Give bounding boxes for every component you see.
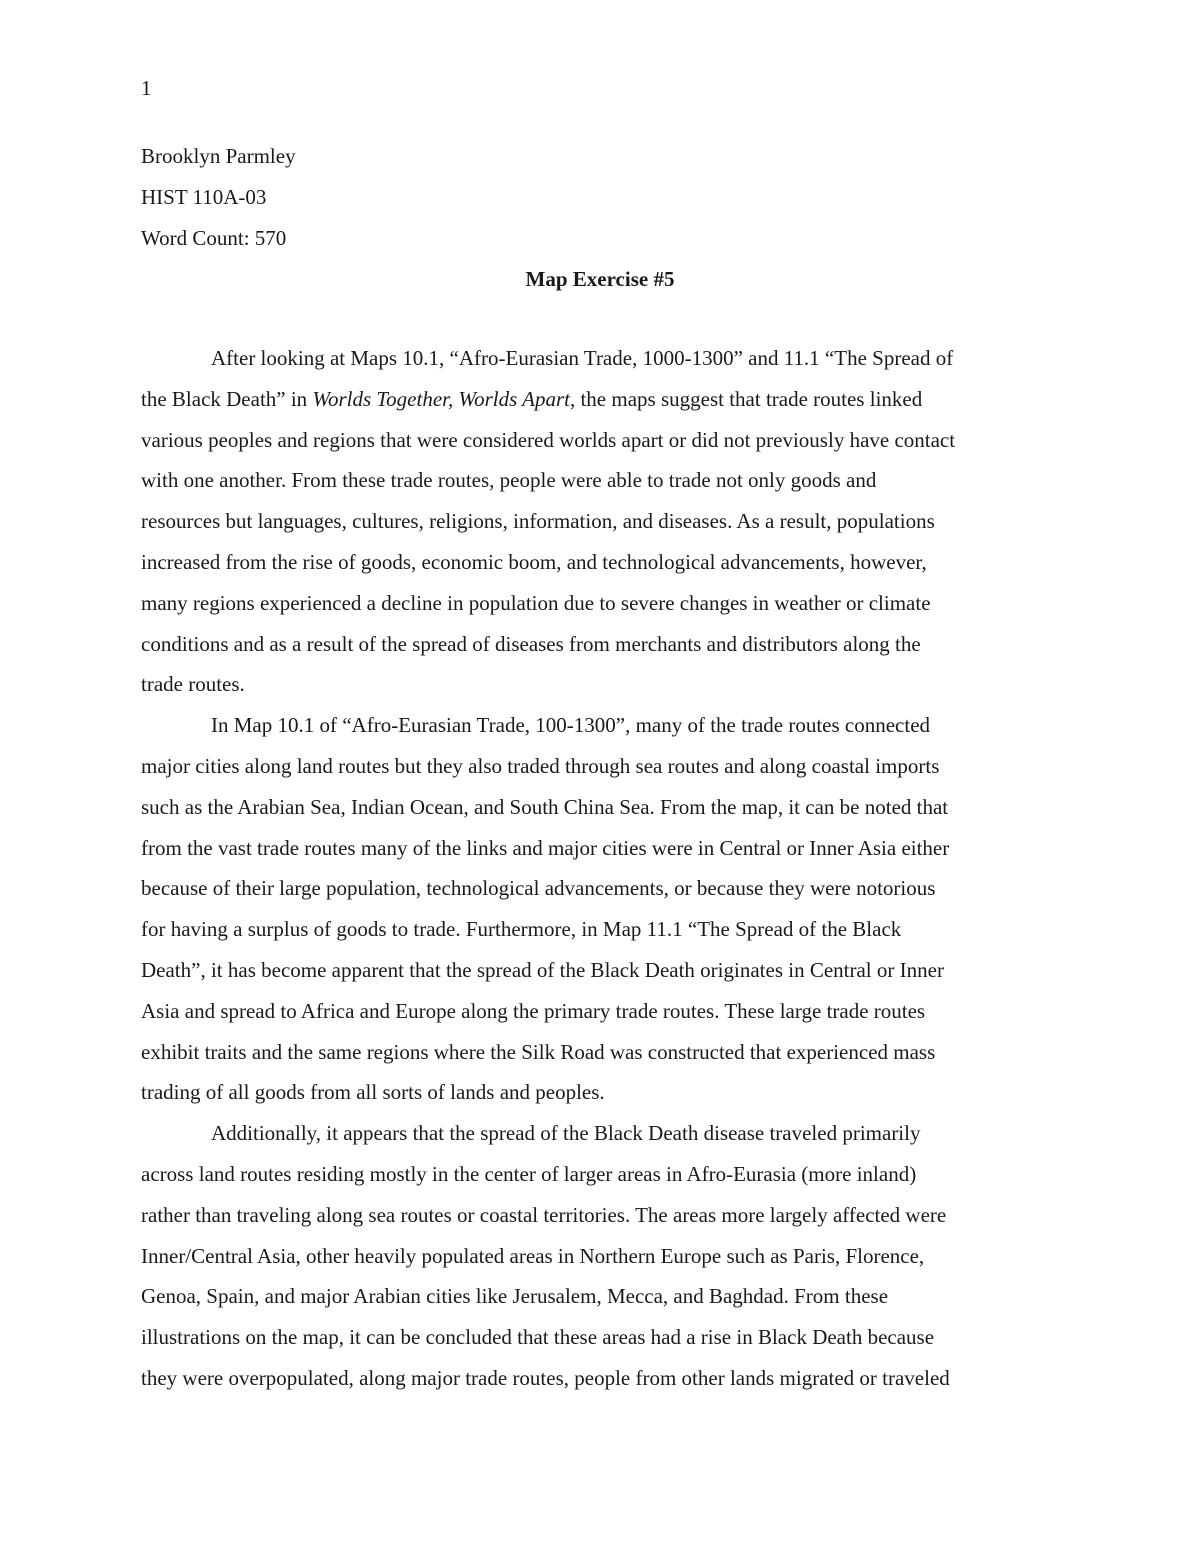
- document-title: Map Exercise #5: [525, 267, 675, 291]
- text-line: Death”, it has become apparent that the spread of the Black Death originates in Central or Inner: [141, 957, 944, 982]
- text-line: for having a surplus of goods to trade. Furthermore, in Map 11.1 “The Spread of the Black: [141, 917, 902, 942]
- text-segment: the Black Death” in: [141, 386, 313, 411]
- text-line: Inner/Central Asia, other heavily populated areas in Northern Europe such as Paris, Florence,: [141, 1243, 925, 1268]
- body-paragraph: [141, 338, 1059, 705]
- text-line: Additionally, it appears that the spread of the Black Death disease traveled primarily: [211, 1121, 921, 1146]
- book-title: Worlds Together, Worlds Apart: [312, 386, 570, 411]
- page-number: 1: [141, 76, 152, 100]
- text-line: trading of all goods from all sorts of lands and peoples.: [141, 1080, 605, 1105]
- document-body: [141, 338, 1059, 1399]
- body-paragraph: [141, 705, 1059, 1113]
- text-line: major cities along land routes but they also traded through sea routes and along coastal imports: [141, 753, 940, 778]
- text-line: Asia and spread to Africa and Europe along the primary trade routes. These large trade routes: [141, 998, 926, 1023]
- text-line: resources but languages, cultures, religions, information, and diseases. As a result, populations: [141, 509, 935, 534]
- text-line: such as the Arabian Sea, Indian Ocean, and South China Sea. From the map, it can be noted that: [141, 794, 949, 819]
- text-line: Genoa, Spain, and major Arabian cities like Jerusalem, Mecca, and Baghdad. From these: [141, 1284, 889, 1309]
- text-line: with one another. From these trade routes, people were able to trade not only goods and: [141, 468, 877, 493]
- text-line: trade routes.: [141, 672, 245, 697]
- text-line: [141, 379, 1059, 420]
- text-line: because of their large population, technological advancements, or because they were notorious: [141, 876, 936, 901]
- text-line: exhibit traits and the same regions where the Silk Road was constructed that experienced mass: [141, 1039, 936, 1064]
- text-line: they were overpopulated, along major trade routes, people from other lands migrated or traveled: [141, 1365, 950, 1390]
- text-line: many regions experienced a decline in population due to severe changes in weather or climate: [141, 590, 931, 615]
- text-line: illustrations on the map, it can be concluded that these areas had a rise in Black Death because: [141, 1325, 935, 1350]
- text-line: In Map 10.1 of “Afro-Eurasian Trade, 100-1300”, many of the trade routes connected: [211, 713, 931, 738]
- document-header: [141, 136, 1059, 258]
- body-paragraph: [141, 1113, 1059, 1399]
- text-line: After looking at Maps 10.1, “Afro-Eurasian Trade, 1000-1300” and 11.1 “The Spread of: [211, 346, 954, 370]
- text-line: across land routes residing mostly in the center of larger areas in Afro-Eurasia (more inland): [141, 1161, 917, 1186]
- text-line: from the vast trade routes many of the links and major cities were in Central or Inner Asia either: [141, 835, 950, 860]
- text-line: conditions and as a result of the spread of diseases from merchants and distributors along the: [141, 631, 921, 656]
- author-name: Brooklyn Parmley: [141, 144, 296, 168]
- text-line: increased from the rise of goods, economic boom, and technological advancements, however,: [141, 549, 927, 574]
- text-line: rather than traveling along sea routes or coastal territories. The areas more largely affected were: [141, 1202, 947, 1227]
- course-code: HIST 110A-03: [141, 184, 267, 209]
- text-line: various peoples and regions that were considered worlds apart or did not previously have contact: [141, 427, 956, 452]
- word-count: Word Count: 570: [141, 225, 287, 250]
- text-segment: , the maps suggest that trade routes linked: [569, 386, 923, 411]
